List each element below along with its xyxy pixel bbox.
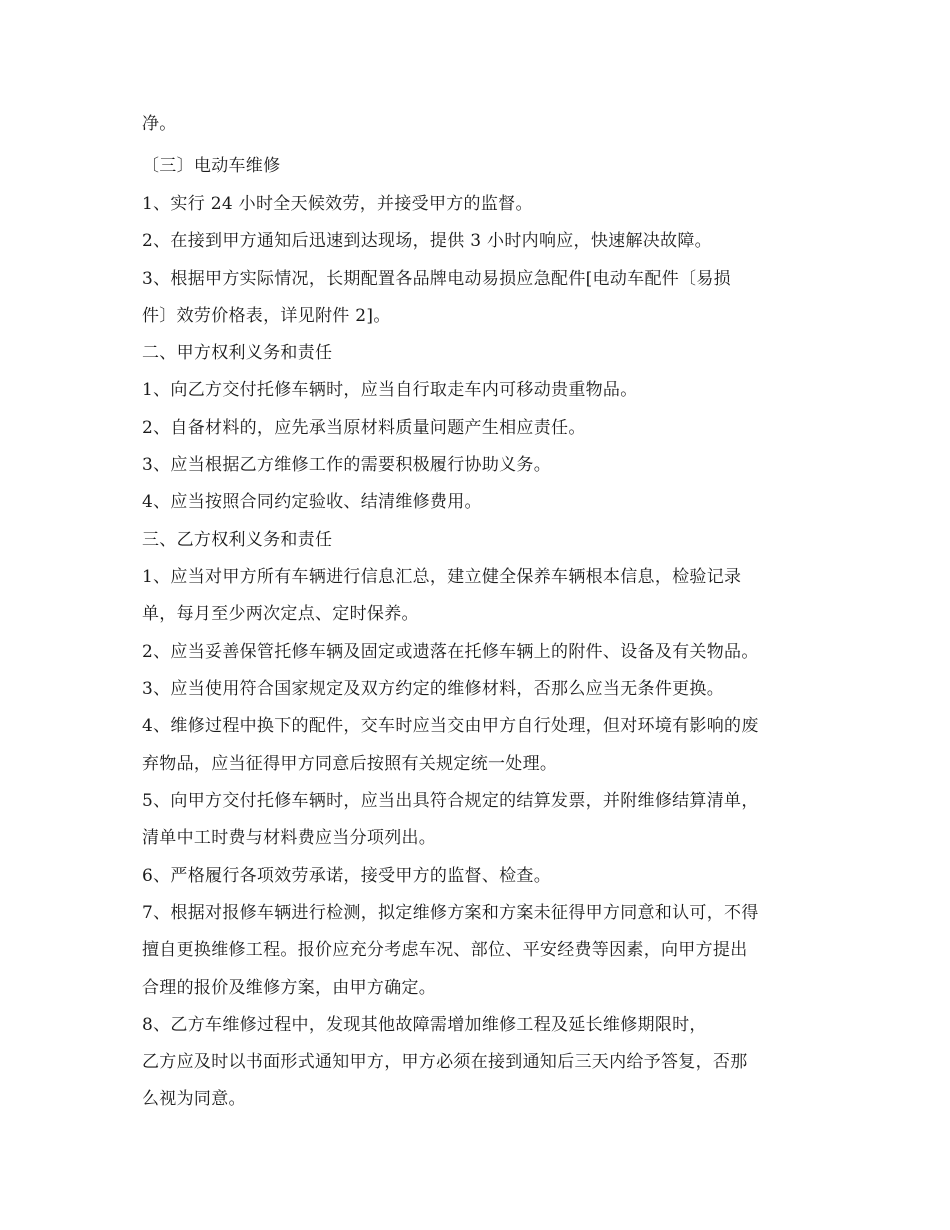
text-line: 么视为同意。 [142, 1089, 246, 1109]
text-line: 合理的报价及维修方案，由甲方确定。 [142, 978, 437, 998]
text-line: 1、实行 24 小时全天候效劳，并接受甲方的监督。 [142, 194, 533, 214]
text-line: 8、乙方车维修过程中，发现其他故障需增加维修工程及延长维修期限时， [142, 1015, 707, 1035]
text-line: 擅自更换维修工程。报价应充分考虑车况、部位、平安经费等因素，向甲方提出 [142, 940, 748, 960]
text-line: 3、应当使用符合国家规定及双方约定的维修材料，否那么应当无条件更换。 [142, 679, 725, 699]
text-line: 乙方应及时以书面形式通知甲方，甲方必须在接到通知后三天内给予答复，否那 [142, 1052, 748, 1072]
text-line: 弃物品，应当征得甲方同意后按照有关规定统一处理。 [142, 754, 558, 774]
text-line: 7、根据对报修车辆进行检测，拟定维修方案和方案未征得甲方同意和认可，不得 [142, 903, 759, 923]
section-heading: 二、甲方权利义务和责任 [142, 343, 333, 363]
text-line: 5、向甲方交付托修车辆时，应当出具符合规定的结算发票，并附维修结算清单， [142, 791, 759, 811]
text-line: 2、应当妥善保管托修车辆及固定或遗落在托修车辆上的附件、设备及有关物品。 [142, 642, 759, 662]
text-line: 件〕效劳价格表，详见附件 2]。 [142, 306, 391, 326]
text-line: 2、在接到甲方通知后迅速到达现场，提供 3 小时内响应，快速解决故障。 [142, 231, 712, 251]
section-heading: 三、乙方权利义务和责任 [142, 530, 333, 550]
text-line: 净。 [142, 114, 177, 134]
text-line: 1、向乙方交付托修车辆时，应当自行取走车内可移动贵重物品。 [142, 380, 638, 400]
text-line: 4、维修过程中换下的配件，交车时应当交由甲方自行处理，但对环境有影响的废 [142, 716, 759, 736]
text-line: 1、应当对甲方所有车辆进行信息汇总，建立健全保养车辆根本信息，检验记录 [142, 567, 742, 587]
text-line: 清单中工时费与材料费应当分项列出。 [142, 828, 437, 848]
text-line: 单，每月至少两次定点、定时保养。 [142, 604, 419, 624]
section-heading: 〔三〕电动车维修 [142, 156, 281, 176]
text-line: 6、严格履行各项效劳承诺，接受甲方的监督、检查。 [142, 866, 552, 886]
text-line: 3、根据甲方实际情况，长期配置各品牌电动易损应急配件[电动车配件〔易损 [142, 269, 731, 289]
text-line: 3、应当根据乙方维修工作的需要积极履行协助义务。 [142, 455, 552, 475]
text-line: 2、自备材料的，应先承当原材料质量问题产生相应责任。 [142, 418, 586, 438]
text-line: 4、应当按照合同约定验收、结清维修费用。 [142, 492, 482, 512]
